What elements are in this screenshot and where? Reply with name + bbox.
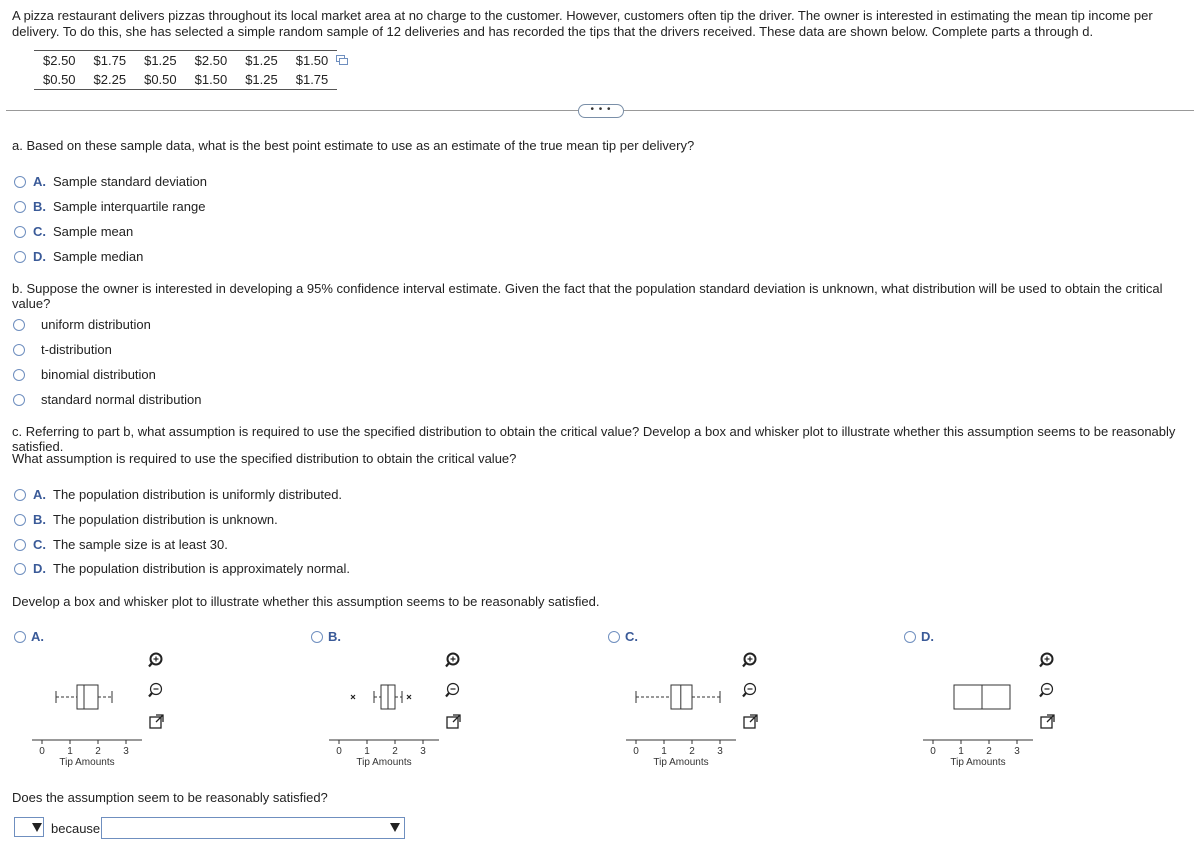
tick-label: 1: [958, 746, 964, 757]
radio-button[interactable]: [14, 489, 26, 501]
table-cell: $2.50: [194, 53, 228, 68]
part-b-question: b. Suppose the owner is interested in developing a 95% confidence interval estimate. Given the fact that the population standard deviation is unknown, what distribution will be used to obtain the critical value?: [12, 281, 1163, 311]
box-plot-panel: [624, 650, 774, 778]
tick-label: 0: [633, 746, 639, 757]
table-cell: $0.50: [144, 72, 177, 87]
plot-choice-d[interactable]: D.: [904, 629, 934, 644]
x-axis-label: Tip Amounts: [356, 757, 412, 768]
open-new-window-icon[interactable]: [150, 715, 163, 728]
radio-button[interactable]: [14, 514, 26, 526]
table-cell: $1.25: [245, 72, 278, 87]
part-b-option-t[interactable]: t-distribution: [13, 342, 112, 357]
tick-label: 0: [39, 746, 45, 757]
zoom-out-icon[interactable]: [446, 684, 459, 697]
plot-choice-b[interactable]: B.: [311, 629, 341, 644]
icon-part: [743, 693, 746, 697]
plot-choice-a[interactable]: A.: [14, 629, 44, 644]
table-cell: $1.25: [245, 53, 278, 68]
because-label: because: [51, 821, 101, 836]
tick-label: 0: [930, 746, 936, 757]
part-a-option-a[interactable]: A. Sample standard deviation: [14, 174, 207, 189]
reason-dropdown[interactable]: [101, 817, 405, 839]
table-cell: $1.50: [194, 72, 228, 87]
zoom-in-icon[interactable]: [149, 654, 162, 667]
radio-button[interactable]: [608, 631, 620, 643]
zoom-out-icon[interactable]: [1040, 684, 1053, 697]
radio-button[interactable]: [14, 631, 26, 643]
icon-part: [1047, 715, 1054, 722]
tick-label: 1: [67, 746, 73, 757]
radio-button[interactable]: [311, 631, 323, 643]
radio-button[interactable]: [14, 539, 26, 551]
open-new-window-icon[interactable]: [744, 715, 757, 728]
radio-button[interactable]: [14, 201, 26, 213]
outlier-marker: [407, 695, 411, 699]
tick-label: 3: [123, 746, 129, 757]
part-b-option-standard-normal[interactable]: standard normal distribution: [13, 392, 201, 407]
part-c-option-c[interactable]: C. The sample size is at least 30.: [14, 537, 228, 552]
icon-part: [149, 663, 152, 667]
zoom-out-icon[interactable]: [743, 684, 756, 697]
radio-button[interactable]: [13, 369, 25, 381]
box-plot: [921, 650, 1071, 775]
tips-table: [34, 50, 337, 90]
tick-label: 1: [661, 746, 667, 757]
part-a-option-b[interactable]: B. Sample interquartile range: [14, 199, 205, 214]
table-cell: $2.50: [43, 53, 76, 68]
tick-label: 2: [986, 746, 992, 757]
part-c-option-b[interactable]: B. The population distribution is unknown.: [14, 512, 278, 527]
box-plot-panel: [327, 650, 477, 778]
x-axis-label: Tip Amounts: [59, 757, 115, 768]
part-c-option-a[interactable]: A. The population distribution is uniformly distributed.: [14, 487, 342, 502]
tick-label: 2: [392, 746, 398, 757]
copy-data-icon[interactable]: [336, 55, 348, 65]
table-cell: $2.25: [93, 72, 127, 87]
table-cell: $1.75: [295, 72, 329, 87]
zoom-out-icon[interactable]: [149, 684, 162, 697]
part-c-option-d[interactable]: D. The population distribution is approximately normal.: [14, 561, 350, 576]
satisfied-question: Does the assumption seem to be reasonably satisfied?: [12, 790, 328, 805]
x-axis-label: Tip Amounts: [653, 757, 709, 768]
plot-choice-c[interactable]: C.: [608, 629, 638, 644]
box-plot: [624, 650, 774, 775]
icon-part: [750, 715, 757, 722]
radio-button[interactable]: [14, 563, 26, 575]
open-new-window-icon[interactable]: [447, 715, 460, 728]
x-axis-label: Tip Amounts: [950, 757, 1006, 768]
radio-button[interactable]: [13, 319, 25, 331]
tick-label: 3: [1014, 746, 1020, 757]
part-a-option-c[interactable]: C. Sample mean: [14, 224, 133, 239]
part-c-subquestion: What assumption is required to use the specified distribution to obtain the critical value?: [12, 451, 517, 466]
part-c-question: c. Referring to part b, what assumption is required to use the specified distribution to obtain the critical value? Develop a box and whisker plot to illustrate whether this assumption seems to be reasonably satisfied.: [12, 424, 1176, 454]
box: [77, 685, 98, 709]
table-cell: $0.50: [43, 72, 76, 87]
icon-part: [446, 693, 449, 697]
box-plot: [327, 650, 477, 775]
table-cell: $1.25: [144, 53, 177, 68]
tick-label: 1: [364, 746, 370, 757]
outlier-marker: [351, 695, 355, 699]
part-a-option-d[interactable]: D. Sample median: [14, 249, 143, 264]
table-cell: $1.75: [93, 53, 127, 68]
table-cell: $1.50: [295, 53, 329, 68]
box-plot-panel: [30, 650, 180, 778]
radio-button[interactable]: [14, 176, 26, 188]
zoom-in-icon[interactable]: [743, 654, 756, 667]
icon-part: [149, 693, 152, 697]
problem-intro: A pizza restaurant delivers pizzas throughout its local market area at no charge to the customer. However, customers often tip the driver. The owner is interested in estimating the mean tip income per delivery. To do this, she has selected a simple random sample of 12 deliveries and has recorded the tips that the drivers received. These data are shown below. Complete parts a through d.: [12, 8, 1153, 39]
radio-button[interactable]: [14, 251, 26, 263]
tick-label: 2: [95, 746, 101, 757]
expand-more-button[interactable]: • • •: [578, 104, 624, 118]
part-a-question: a. Based on these sample data, what is the best point estimate to use as an estimate of the true mean tip per delivery?: [12, 138, 695, 153]
icon-part: [156, 715, 163, 722]
radio-button[interactable]: [14, 226, 26, 238]
icon-part: [1040, 693, 1043, 697]
table-row: [34, 51, 337, 71]
dropdown-arrow-icon: [390, 823, 400, 832]
open-new-window-icon[interactable]: [1041, 715, 1054, 728]
tick-label: 0: [336, 746, 342, 757]
part-b-option-uniform[interactable]: uniform distribution: [13, 317, 151, 332]
box-plot-panel: [921, 650, 1071, 778]
tick-label: 3: [420, 746, 426, 757]
dropdown-arrow-icon: [32, 823, 42, 832]
icon-part: [446, 663, 449, 667]
radio-button[interactable]: [13, 394, 25, 406]
tick-label: 2: [689, 746, 695, 757]
box: [671, 685, 692, 709]
icon-part: [743, 663, 746, 667]
zoom-in-icon[interactable]: [1040, 654, 1053, 667]
icon-part: [1040, 663, 1043, 667]
radio-button[interactable]: [904, 631, 916, 643]
part-b-option-binomial[interactable]: binomial distribution: [13, 367, 156, 382]
radio-button[interactable]: [13, 344, 25, 356]
tick-label: 3: [717, 746, 723, 757]
icon-part: [453, 715, 460, 722]
plot-prompt: Develop a box and whisker plot to illustrate whether this assumption seems to be reasonably satisfied.: [12, 594, 600, 609]
zoom-in-icon[interactable]: [446, 654, 459, 667]
satisfied-dropdown[interactable]: [14, 817, 44, 837]
table-row: [34, 70, 337, 90]
box-plot: [30, 650, 180, 775]
